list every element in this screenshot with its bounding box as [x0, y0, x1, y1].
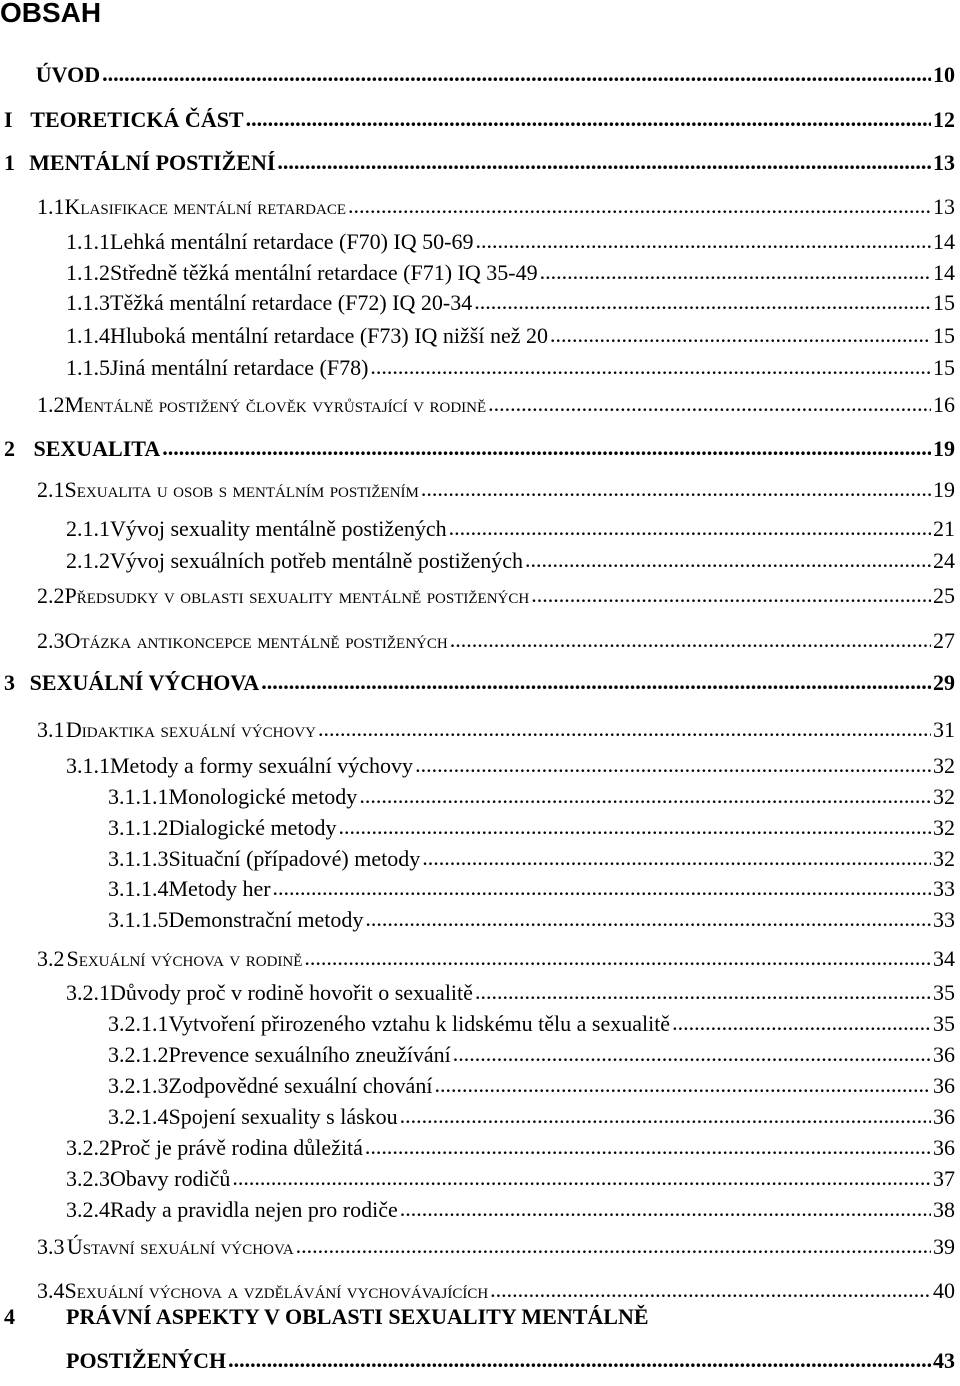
- toc-entry-number: 3.2.2: [66, 1135, 110, 1160]
- toc-entry[interactable]: [4, 669, 955, 697]
- toc-entry[interactable]: [37, 945, 955, 973]
- toc-entry-number: 2.3: [37, 628, 65, 653]
- toc-entry-number: 3.1.1.2: [108, 815, 169, 840]
- toc-entry-title: Dialogické metody: [168, 815, 337, 840]
- toc-entry-title: Proč je právě rodina důležitá: [110, 1135, 363, 1160]
- toc-entry-title: ÚVOD: [35, 62, 101, 87]
- dot-leader: [474, 288, 931, 316]
- toc-entry[interactable]: [66, 1134, 955, 1162]
- dot-leader: [449, 514, 931, 542]
- toc-entry-number: 3.3: [37, 1234, 65, 1259]
- toc-entry-title: SEXUÁLNÍ VÝCHOVA: [29, 670, 260, 695]
- toc-entry-number: 1.1.1: [66, 229, 110, 254]
- dot-leader: [422, 844, 931, 872]
- toc-entry-page: 37: [933, 1166, 955, 1191]
- toc-entry-number: 1.1.3: [66, 290, 110, 315]
- toc-entry-number: 1: [4, 150, 15, 175]
- toc-entry-number: 3.1.1.4: [108, 876, 169, 901]
- toc-entry-page: 21: [933, 516, 955, 541]
- toc-entry-title: Monologické metody: [168, 784, 358, 809]
- toc-entry-page: 32: [933, 846, 955, 871]
- dot-leader: [453, 1040, 931, 1068]
- toc-entry[interactable]: [37, 716, 955, 744]
- toc-entry-number: 3.2.3: [66, 1166, 110, 1191]
- page-title: OBSAH: [0, 0, 102, 28]
- toc-entry-line: [4, 1303, 649, 1331]
- toc-entry-number: 3.2.1.2: [108, 1042, 169, 1067]
- toc-entry-number: 3.2.4: [66, 1197, 110, 1222]
- toc-entry[interactable]: [37, 193, 955, 221]
- toc-entry-number: 3.1: [37, 717, 65, 742]
- toc-entry-title: Jiná mentální retardace (F78): [110, 355, 369, 380]
- toc-entry-title-line: PRÁVNÍ ASPEKTY V OBLASTI SEXUALITY MENTÁLNĚ: [66, 1304, 649, 1329]
- toc-entry-number: 4: [4, 1304, 15, 1329]
- toc-entry-title: Vytvoření přirozeného vztahu k lidskému tělu a sexualitě: [168, 1011, 671, 1036]
- toc-entry[interactable]: [66, 1347, 955, 1375]
- toc-entry[interactable]: [37, 391, 955, 419]
- toc-entry-title: Středně těžká mentální retardace (F71) IQ 35-49: [110, 260, 538, 285]
- dot-leader: [488, 390, 931, 418]
- toc-entry-title: Sexuální výchova v rodině: [66, 946, 303, 971]
- toc-entry-number: 3.1.1.1: [108, 784, 169, 809]
- toc-entry-title: Spojení sexuality s láskou: [168, 1104, 398, 1129]
- toc-entry-title: Předsudky v oblasti sexuality mentálně postižených: [64, 583, 530, 608]
- toc-entry-number: 2.1.2: [66, 548, 110, 573]
- dot-leader: [672, 1009, 931, 1037]
- toc-entry-page: 36: [933, 1104, 955, 1129]
- dot-leader: [531, 581, 931, 609]
- toc-entry-title: Metody her: [168, 876, 271, 901]
- toc-entry-title: TEORETICKÁ ČÁST: [30, 107, 244, 132]
- toc-entry-title: SEXUALITA: [33, 436, 161, 461]
- toc-entry-number: 2.1.1: [66, 516, 110, 541]
- toc-entry[interactable]: [108, 783, 955, 811]
- toc-entry[interactable]: [37, 627, 955, 655]
- toc-entry-number: 1.1.5: [66, 355, 110, 380]
- toc-entry-page: 13: [933, 194, 955, 219]
- toc-entry-number: 3.1.1.5: [108, 907, 169, 932]
- toc-entry-number: I: [4, 107, 13, 132]
- toc-entry-title: Rady a pravidla nejen pro rodiče: [110, 1197, 398, 1222]
- toc-entry[interactable]: [66, 979, 955, 1007]
- dot-leader: [370, 353, 931, 381]
- toc-entry-title: Sexualita u osob s mentálním postižením: [64, 477, 419, 502]
- dot-leader: [434, 1071, 931, 1099]
- toc-entry-page: 25: [933, 583, 955, 608]
- toc-entry-title: Demonstrační metody: [168, 907, 364, 932]
- dot-leader: [261, 668, 931, 696]
- toc-entry[interactable]: [108, 1103, 955, 1131]
- dot-leader: [550, 321, 931, 349]
- toc-entry-page: 15: [933, 355, 955, 380]
- toc-entry-page: 32: [933, 784, 955, 809]
- toc-entry-page: 36: [933, 1135, 955, 1160]
- toc-entry[interactable]: [108, 1041, 955, 1069]
- toc-entry-page: 19: [933, 477, 955, 502]
- toc-entry[interactable]: [66, 515, 955, 543]
- toc-entry[interactable]: [108, 845, 955, 873]
- toc-entry[interactable]: [37, 1277, 955, 1305]
- dot-leader: [273, 874, 931, 902]
- toc-entry-page: 39: [933, 1234, 955, 1259]
- toc-entry-title: POSTIŽENÝCH: [66, 1348, 227, 1373]
- toc-entry-page: 24: [933, 548, 955, 573]
- toc-entry-number: 3.2.1.4: [108, 1104, 169, 1129]
- toc-entry-page: 40: [933, 1278, 955, 1303]
- toc-entry-number: 3.4: [37, 1278, 65, 1303]
- dot-leader: [162, 434, 931, 462]
- toc-entry-number: 1.1.2: [66, 260, 110, 285]
- dot-leader: [277, 148, 931, 176]
- dot-leader: [400, 1195, 931, 1223]
- toc-entry-page: 16: [933, 392, 955, 417]
- toc-entry-page: 13: [933, 150, 955, 175]
- toc-entry-page: 19: [933, 436, 955, 461]
- toc-entry-page: 36: [933, 1042, 955, 1067]
- toc-entry[interactable]: [66, 259, 955, 287]
- toc-entry-page: 10: [933, 62, 955, 87]
- toc-entry-page: 36: [933, 1073, 955, 1098]
- dot-leader: [475, 227, 931, 255]
- toc-entry[interactable]: [37, 1233, 955, 1261]
- toc-entry-title: Mentálně postižený člověk vyrůstající v rodině: [64, 392, 487, 417]
- toc-entry-page: 14: [933, 229, 955, 254]
- toc-entry-number: 2.1: [37, 477, 65, 502]
- toc-entry-number: 3.2: [37, 946, 65, 971]
- toc-entry-page: 15: [933, 290, 955, 315]
- dot-leader: [304, 944, 931, 972]
- dot-leader: [228, 1346, 931, 1374]
- toc-entry[interactable]: [66, 354, 955, 382]
- toc-entry[interactable]: [4, 435, 955, 463]
- toc-entry-number: 1.2: [37, 392, 65, 417]
- toc-entry-number: 3: [4, 670, 15, 695]
- toc-entry-page: 33: [933, 907, 955, 932]
- toc-entry[interactable]: [37, 582, 955, 610]
- toc-entry[interactable]: [108, 1072, 955, 1100]
- toc-entry-number: 2.2: [37, 583, 65, 608]
- dot-leader: [400, 1102, 931, 1130]
- toc-entry-title: Vývoj sexuality mentálně postižených: [110, 516, 447, 541]
- toc-entry-title: Didaktika sexuální výchovy: [65, 717, 317, 742]
- toc-entry[interactable]: [66, 1196, 955, 1224]
- toc-entry[interactable]: [4, 106, 955, 134]
- dot-leader: [490, 1276, 931, 1304]
- toc-entry-number: 1.1: [37, 194, 65, 219]
- toc-entry-page: 14: [933, 260, 955, 285]
- toc-entry-number: 2: [4, 436, 15, 461]
- toc-entry[interactable]: [66, 322, 955, 350]
- toc-entry-title: MENTÁLNÍ POSTIŽENÍ: [29, 150, 276, 175]
- toc-entry-number: 3.1.1.3: [108, 846, 169, 871]
- toc-entry-title: Lehká mentální retardace (F70) IQ 50-69: [110, 229, 474, 254]
- dot-leader: [365, 1133, 931, 1161]
- toc-entry-page: 12: [933, 107, 955, 132]
- dot-leader: [246, 105, 931, 133]
- toc-entry[interactable]: [66, 1165, 955, 1193]
- toc-entry-title: Situační (případové) metody: [168, 846, 421, 871]
- toc-entry-page: 35: [933, 980, 955, 1005]
- toc-entry[interactable]: [108, 1010, 955, 1038]
- toc-entry-title: Ústavní sexuální výchova: [66, 1234, 294, 1259]
- dot-leader: [339, 813, 931, 841]
- toc-entry[interactable]: [66, 752, 955, 780]
- toc-entry[interactable]: [4, 149, 955, 177]
- dot-leader: [348, 192, 931, 220]
- toc-entry[interactable]: [4, 61, 955, 89]
- toc-entry-number: 1.1.4: [66, 323, 110, 348]
- dot-leader: [525, 546, 931, 574]
- toc-entry-title: Těžká mentální retardace (F72) IQ 20-34: [110, 290, 473, 315]
- toc-entry[interactable]: [37, 476, 955, 504]
- toc-entry-page: 32: [933, 815, 955, 840]
- toc-entry-page: 34: [933, 946, 955, 971]
- toc-entry-page: 43: [933, 1348, 955, 1373]
- toc-entry-title: Sexuální výchova a vzdělávání vychovávajících: [64, 1278, 489, 1303]
- toc-entry[interactable]: [66, 228, 955, 256]
- toc-entry-number: 3.2.1.3: [108, 1073, 169, 1098]
- toc-entry-number: 3.2.1.1: [108, 1011, 169, 1036]
- toc-entry[interactable]: [66, 547, 955, 575]
- toc-entry-page: 35: [933, 1011, 955, 1036]
- dot-leader: [415, 751, 931, 779]
- toc-entry-page: 27: [933, 628, 955, 653]
- toc-entry-number: 3.1.1: [66, 753, 110, 778]
- toc-entry-title: Důvody proč v rodině hovořit o sexualitě: [110, 980, 473, 1005]
- dot-leader: [421, 475, 931, 503]
- toc-entry-title: Metody a formy sexuální výchovy: [110, 753, 414, 778]
- dot-leader: [365, 905, 931, 933]
- toc-entry-title: Klasifikace mentální retardace: [64, 194, 347, 219]
- toc-entry-number: 3.2.1: [66, 980, 110, 1005]
- dot-leader: [450, 626, 931, 654]
- toc-entry-title: Otázka antikoncepce mentálně postižených: [64, 628, 448, 653]
- toc-entry[interactable]: [66, 289, 955, 317]
- toc-entry-title: Vývoj sexuálních potřeb mentálně postižených: [110, 548, 523, 573]
- toc-entry-page: 33: [933, 876, 955, 901]
- toc-entry[interactable]: [108, 875, 955, 903]
- dot-leader: [540, 258, 931, 286]
- dot-leader: [102, 60, 931, 88]
- toc-entry-page: 15: [933, 323, 955, 348]
- toc-entry-title: Obavy rodičů: [110, 1166, 231, 1191]
- dot-leader: [296, 1232, 931, 1260]
- toc-entry-page: 29: [933, 670, 955, 695]
- dot-leader: [232, 1164, 931, 1192]
- toc-entry[interactable]: [108, 906, 955, 934]
- toc-entry-title: Prevence sexuálního zneužívání: [168, 1042, 451, 1067]
- toc-entry-page: 32: [933, 753, 955, 778]
- toc-entry-page: 38: [933, 1197, 955, 1222]
- toc-entry-page: 31: [933, 717, 955, 742]
- dot-leader: [318, 715, 931, 743]
- toc-entry-title: Hluboká mentální retardace (F73) IQ nižší než 20: [110, 323, 549, 348]
- dot-leader: [359, 782, 931, 810]
- toc-entry-title: Zodpovědné sexuální chování: [168, 1073, 433, 1098]
- toc-entry[interactable]: [108, 814, 955, 842]
- dot-leader: [475, 978, 931, 1006]
